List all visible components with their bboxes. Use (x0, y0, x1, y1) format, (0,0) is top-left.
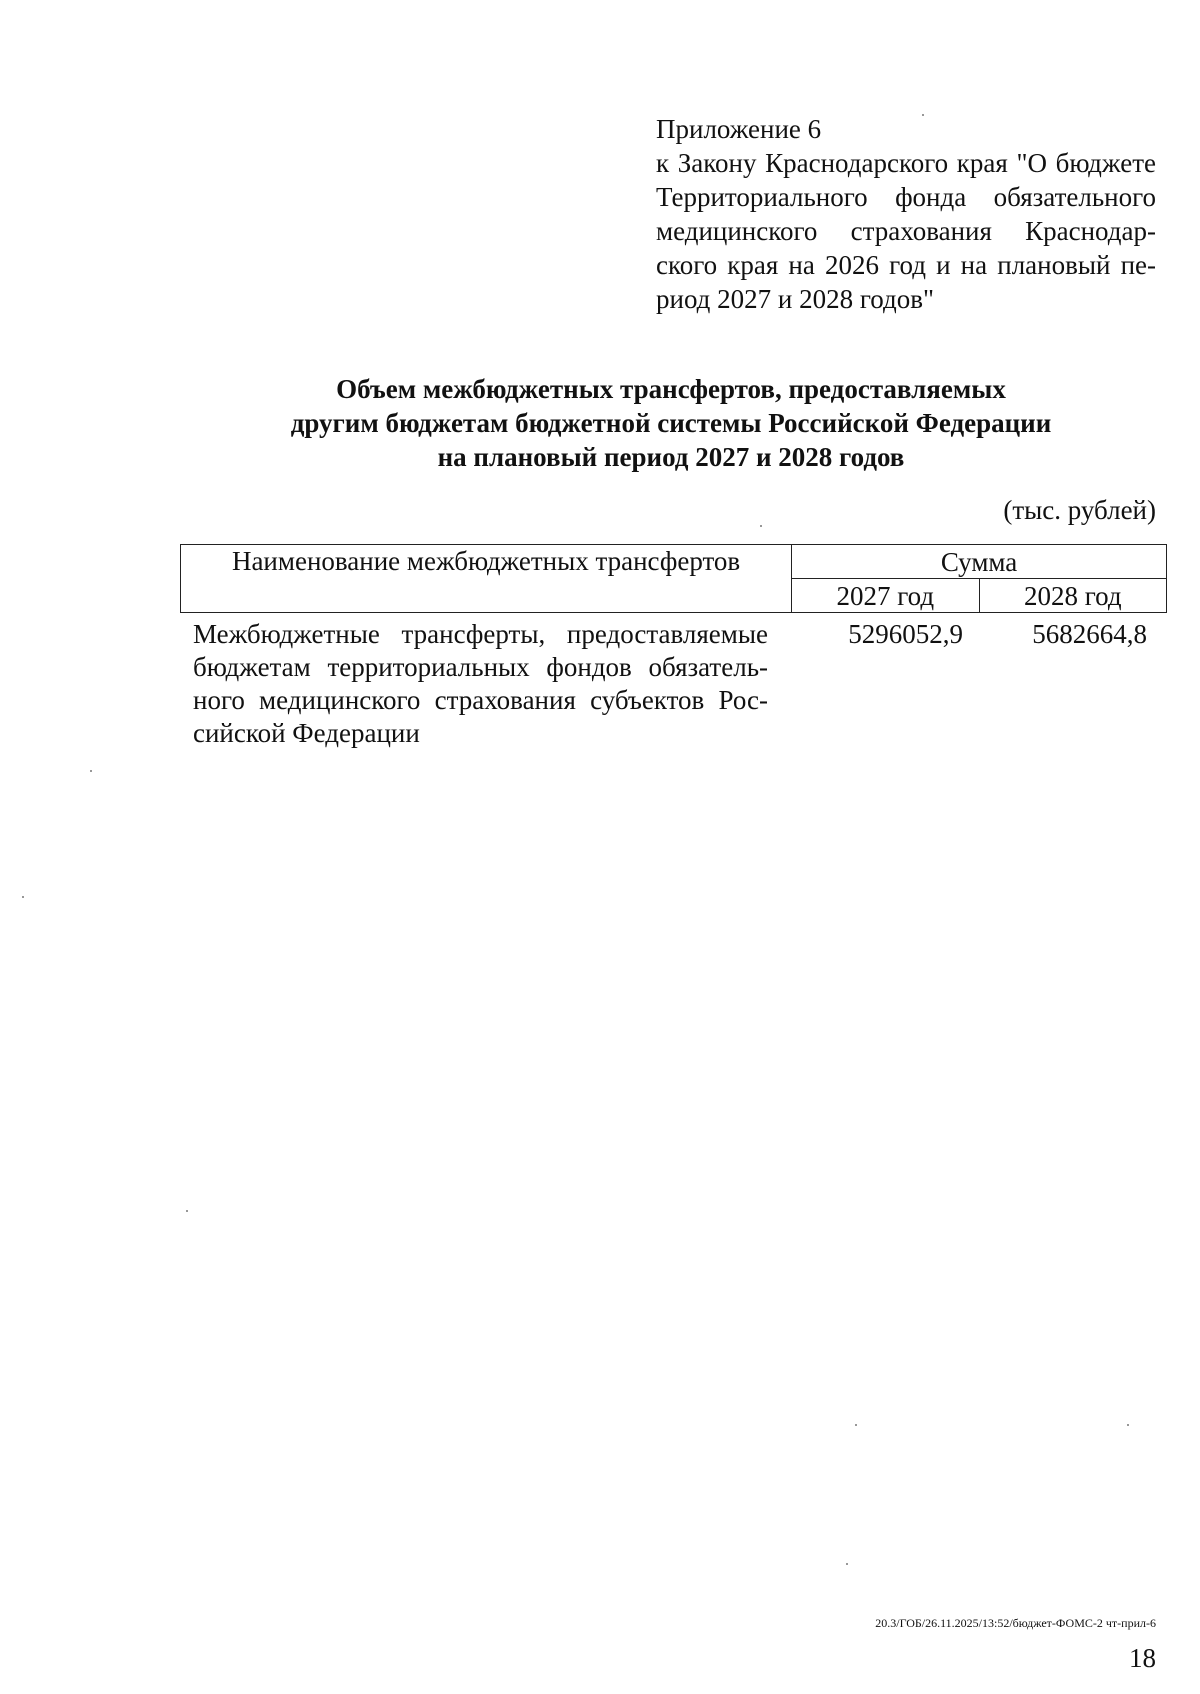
appendix-line: медицинского страхования Краснодар- (656, 216, 1156, 246)
scan-speck (922, 114, 924, 116)
transfers-table-header (180, 544, 1167, 613)
header-year-2028: 2028 год (979, 579, 1166, 613)
row-value-2027: 5296052,9 (848, 619, 963, 649)
scan-speck (22, 896, 24, 898)
title-line: на плановый период 2027 и 2028 годов (437, 442, 905, 472)
footer-document-code: 20.3/ГОБ/26.11.2025/13:52/бюджет-ФОМС-2 чт-прил-6 (875, 1616, 1156, 1630)
scan-speck (855, 1424, 857, 1426)
appendix-line: ского края на 2026 год и на плановый пе- (656, 250, 1156, 280)
scan-speck (90, 770, 92, 772)
appendix-line: к Закону Краснодарского края "О бюджете (656, 148, 1156, 178)
appendix-line: риод 2027 и 2028 годов" (656, 284, 934, 314)
row-name-line: Межбюджетные трансферты, предоставляемые (193, 619, 768, 649)
title-line: Объем межбюджетных трансфертов, предоставляемых (336, 374, 1006, 404)
appendix-line: Территориального фонда обязательного (656, 182, 1156, 212)
scan-speck (760, 525, 762, 527)
row-name-line: сийской Федерации (193, 718, 420, 748)
header-sum-cell: Сумма (792, 545, 1167, 579)
row-name-line: ного медицинского страхования субъектов Рос- (193, 685, 768, 715)
header-name-cell: Наименование межбюджетных трансфертов (181, 545, 792, 613)
row-name (193, 618, 768, 750)
page-number: 18 (1129, 1643, 1156, 1673)
units-label: (тыс. рублей) (1003, 495, 1156, 525)
row-name-line: бюджетам территориальных фондов обязатель- (193, 652, 768, 682)
scan-speck (186, 1210, 188, 1212)
appendix-note (656, 112, 1156, 316)
row-value-2028: 5682664,8 (1032, 619, 1147, 649)
document-title (0, 372, 1200, 474)
appendix-line: Приложение 6 (656, 114, 822, 144)
scan-speck (1127, 1424, 1129, 1426)
title-line: другим бюджетам бюджетной системы Российской Федерации (290, 408, 1052, 438)
scan-speck (846, 1563, 848, 1565)
header-year-2027: 2027 год (792, 579, 979, 613)
